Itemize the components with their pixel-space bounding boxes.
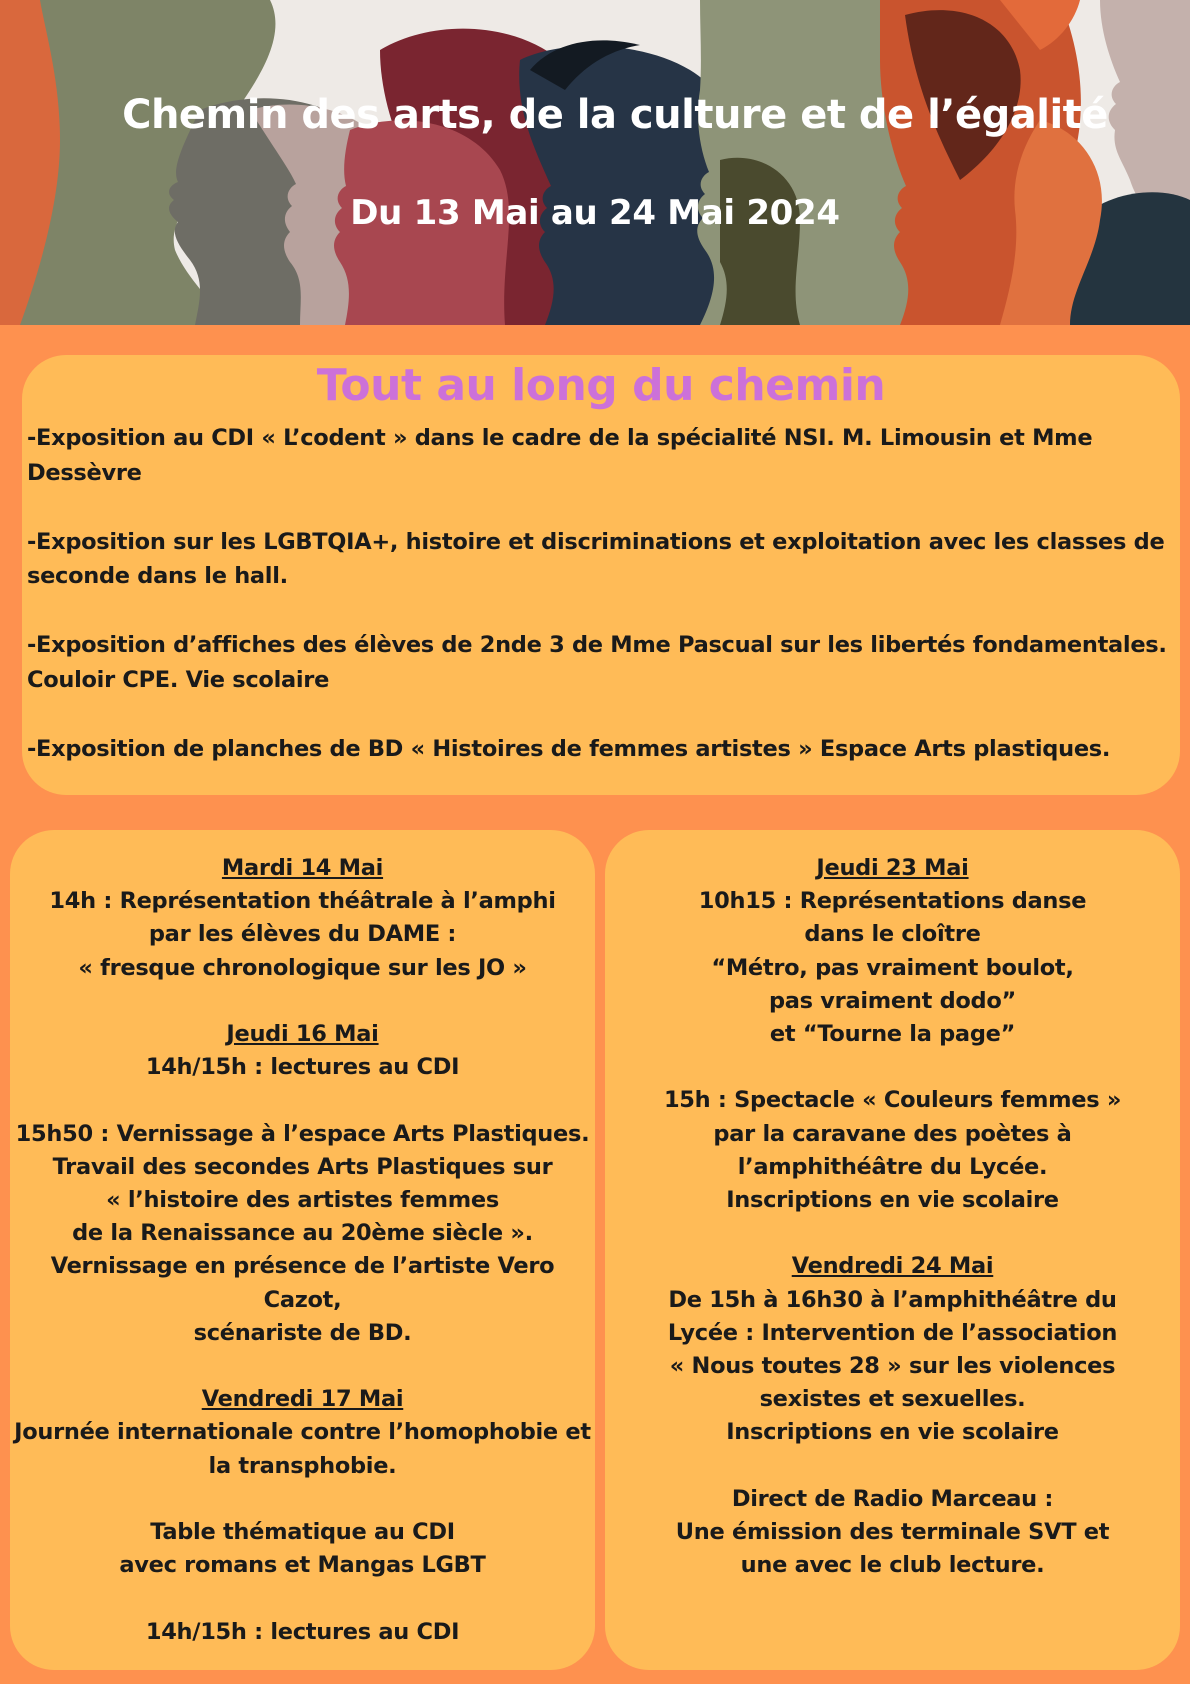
event-line: Inscriptions en vie scolaire	[726, 1187, 1059, 1214]
event-line: « Nous toutes 28 » sur les violences	[669, 1353, 1116, 1380]
event-line: « l’histoire des artistes femmes	[106, 1187, 499, 1213]
exhibition-item: -Exposition de planches de BD « Histoires de femmes artistes » Espace Arts plastiques.	[27, 735, 1111, 762]
schedule-right-panel	[605, 830, 1180, 1670]
event-line: Lycée : Intervention de l’association	[667, 1319, 1118, 1346]
day-title-mardi-14: Mardi 14 Mai	[221, 855, 384, 881]
event-line: Direct de Radio Marceau :	[731, 1485, 1054, 1512]
event-line: dans le cloître	[804, 921, 981, 948]
event-line: de la Renaissance au 20ème siècle ».	[72, 1220, 533, 1247]
day-title-jeudi-16: Jeudi 16 Mai	[226, 1021, 379, 1047]
event-line: par les élèves du DAME :	[148, 921, 457, 948]
exhibition-item: -Exposition sur les LGBTQIA+, histoire et discriminations et exploitation avec les classes de seconde dans le hall.	[27, 528, 1165, 589]
schedule-left-column	[10, 852, 595, 1649]
event-line: Travail des secondes Arts Plastiques sur	[52, 1153, 553, 1180]
all-along-panel	[22, 355, 1180, 795]
event-line: la transphobie.	[208, 1452, 397, 1479]
event-line: Une émission des terminale SVT et	[675, 1519, 1110, 1546]
event-line: “Métro, pas vraiment boulot,	[711, 954, 1074, 981]
event-line: pas vraiment dodo”	[768, 987, 1016, 1014]
exhibition-list	[27, 421, 1172, 801]
event-line: et “Tourne la page”	[769, 1021, 1016, 1048]
day-title-jeudi-23: Jeudi 23 Mai	[816, 855, 969, 881]
event-line: scénariste de BD.	[193, 1319, 412, 1346]
event-line: Table thématique au CDI	[150, 1519, 455, 1545]
event-dates: Du 13 Mai au 24 Mai 2024	[350, 193, 840, 233]
event-line: sexistes et sexuelles.	[759, 1386, 1026, 1413]
event-line: 14h : Représentation théâtrale à l’amphi	[49, 888, 556, 915]
page-title: Chemin des arts, de la culture et de l’égalité	[122, 92, 1108, 138]
schedule-left-panel	[10, 830, 595, 1670]
event-line: Journée internationale contre l’homophobie et	[14, 1419, 591, 1446]
event-line: 14h/15h : lectures au CDI	[145, 1618, 460, 1645]
event-line: 15h50 : Vernissage à l’espace Arts Plastiques.	[15, 1120, 590, 1147]
event-line: par la caravane des poètes à	[713, 1120, 1072, 1147]
event-line: Vernissage en présence de l’artiste Vero Cazot,	[50, 1253, 555, 1313]
event-line: l’amphithéâtre du Lycée.	[737, 1153, 1048, 1180]
day-title-vendredi-17: Vendredi 17 Mai	[201, 1386, 404, 1413]
event-line: De 15h à 16h30 à l’amphithéâtre du	[668, 1286, 1117, 1313]
event-line: 10h15 : Représentations danse	[698, 888, 1087, 915]
event-line: 14h/15h : lectures au CDI	[145, 1054, 460, 1081]
event-line: une avec le club lecture.	[740, 1552, 1045, 1579]
exhibition-item: -Exposition d’affiches des élèves de 2nde 3 de Mme Pascual sur les libertés fondamentales. Couloir CPE. Vie scolaire	[27, 632, 1167, 693]
event-line: 15h : Spectacle « Couleurs femmes »	[663, 1087, 1122, 1114]
day-title-vendredi-24: Vendredi 24 Mai	[791, 1253, 994, 1280]
all-along-heading: Tout au long du chemin	[316, 360, 886, 411]
silhouettes-illustration	[0, 0, 1190, 325]
exhibition-item: -Exposition au CDI « L’codent » dans le cadre de la spécialité NSI. M. Limousin et Mme Dessèvre	[27, 425, 1093, 486]
event-line: avec romans et Mangas LGBT	[119, 1552, 486, 1579]
event-line: Inscriptions en vie scolaire	[726, 1419, 1059, 1446]
event-line: « fresque chronologique sur les JO »	[78, 954, 527, 981]
header-banner	[0, 0, 1190, 325]
schedule-right-column	[605, 852, 1180, 1582]
